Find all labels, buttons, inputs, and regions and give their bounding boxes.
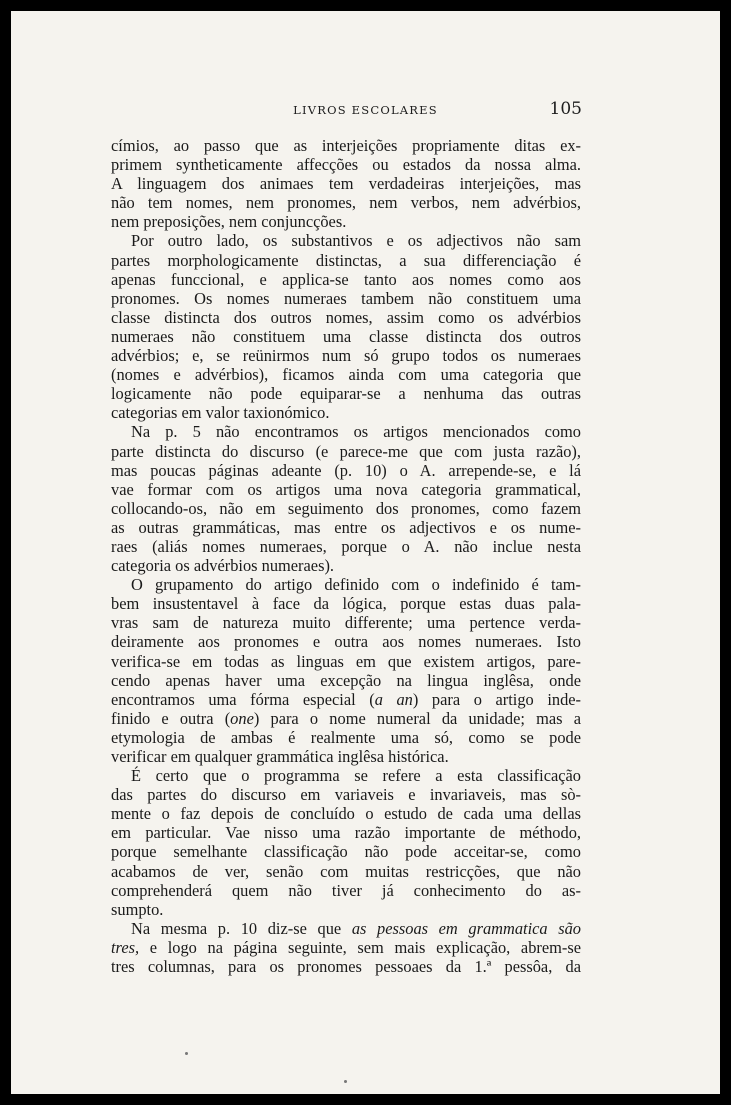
print-speck — [344, 1080, 347, 1083]
text-line: vae formar com os artigos uma nova categoria grammatical, — [111, 479, 581, 499]
text-line: tres columnas, para os pronomes pessoaes da 1.ª pessôa, da — [111, 957, 581, 977]
text-line: logicamente não pode equiparar-se a nenhuma das outras — [111, 384, 581, 404]
text-line: bem insustentavel à face da lógica, porque estas duas pala- — [111, 594, 581, 614]
text-line: verificar em qualquer grammática inglêsa histórica. — [111, 747, 449, 766]
text-line: verifica-se em todas as linguas em que existem artigos, pare- — [111, 651, 581, 671]
text-line: Na p. 5 não encontramos os artigos mencionados como — [131, 422, 581, 442]
text-line: A linguagem dos animaes tem verdadeiras interjeições, mas — [111, 174, 581, 194]
text-line: É certo que o programma se refere a esta classificação — [131, 766, 581, 786]
text-line: acabamos de ver, senão com muitas restricções, que não — [111, 861, 581, 881]
text-line: O grupamento do artigo definido com o indefinido é tam- — [131, 575, 581, 595]
text-line: finido e outra (one) para o nome numeral da unidade; mas a — [111, 708, 582, 728]
text-line: não tem nomes, nem pronomes, nem verbos, nem advérbios, — [111, 193, 581, 213]
text-line: deiramente aos pronomes e outra aos nomes numeraes. Isto — [111, 632, 581, 652]
text-line: classe distincta dos outros nomes, assim como os advérbios — [111, 307, 581, 327]
text-line: partes morphologicamente distinctas, a sua differenciação é — [111, 250, 581, 270]
text-line: vras sam de natureza muito differente; uma pertence verda- — [111, 613, 581, 633]
text-line: apenas funccional, e applica-se tanto aos nomes como aos — [111, 269, 581, 289]
text-line: pronomes. Os nomes numeraes tambem não constituem uma — [111, 288, 581, 308]
text-line: nem preposições, nem conjuncções. — [111, 212, 347, 232]
text-line: címios, ao passo que as interjeições propriamente ditas ex- — [111, 136, 581, 155]
text-line: Por outro lado, os substantivos e os adjectivos não sam — [131, 231, 581, 251]
text-line: parte distincta do discurso (e parece-me que com justa razão), — [111, 441, 581, 461]
running-title: LIVROS ESCOLARES — [293, 103, 438, 117]
text-line: (nomes e advérbios), ficamos ainda com uma categoria que — [111, 365, 581, 385]
text-line: mente o faz depois de concluído o estudo de cada uma dellas — [111, 804, 581, 824]
text-line: etymologia de ambas é realmente uma só, como se pode — [111, 727, 581, 747]
text-line: sumpto. — [111, 899, 164, 919]
text-line: mas poucas páginas adeante (p. 10) o A. arrepende-se, e lá — [111, 460, 581, 480]
text-line: primem syntheticamente affecções ou estados da nossa alma. — [111, 155, 581, 175]
running-head — [11, 99, 720, 123]
text-line: cendo apenas haver uma excepção na lingua inglêsa, onde — [111, 670, 581, 690]
text-line: em particular. Vae nisso uma razão importante de méthodo, — [111, 823, 581, 843]
text-line: raes (aliás nomes numeraes, porque o A. não inclue nesta — [111, 536, 581, 556]
body-text — [111, 136, 581, 976]
text-line: comprehenderá quem não tiver já conhecimento do as- — [111, 880, 581, 900]
text-line: tres, e logo na página seguinte, sem mais explicação, abrem-se — [111, 937, 581, 957]
text-line: categorias em valor taxionómico. — [111, 403, 330, 423]
text-line: encontramos uma fórma especial (a an) para o artigo inde- — [111, 689, 582, 709]
book-page — [11, 11, 720, 1094]
text-line: numeraes não constituem uma classe distincta dos outros — [111, 326, 581, 346]
text-line: das partes do discurso em variaveis e invariaveis, mas sò- — [111, 785, 581, 805]
print-speck — [185, 1052, 188, 1055]
text-line: collocando-os, não em seguimento dos pronomes, como fazem — [111, 498, 581, 518]
text-line: as outras grammáticas, mas entre os adjectivos e os nume- — [111, 517, 581, 537]
text-line: porque semelhante classificação não pode acceitar-se, como — [111, 842, 581, 862]
page-number: 105 — [549, 99, 582, 119]
text-line: Na mesma p. 10 diz-se que as pessoas em grammatica são — [131, 918, 581, 938]
text-line: categoria os advérbios numeraes). — [111, 556, 335, 576]
text-line: advérbios; e, se reünirmos num só grupo todos os numeraes — [111, 346, 581, 366]
